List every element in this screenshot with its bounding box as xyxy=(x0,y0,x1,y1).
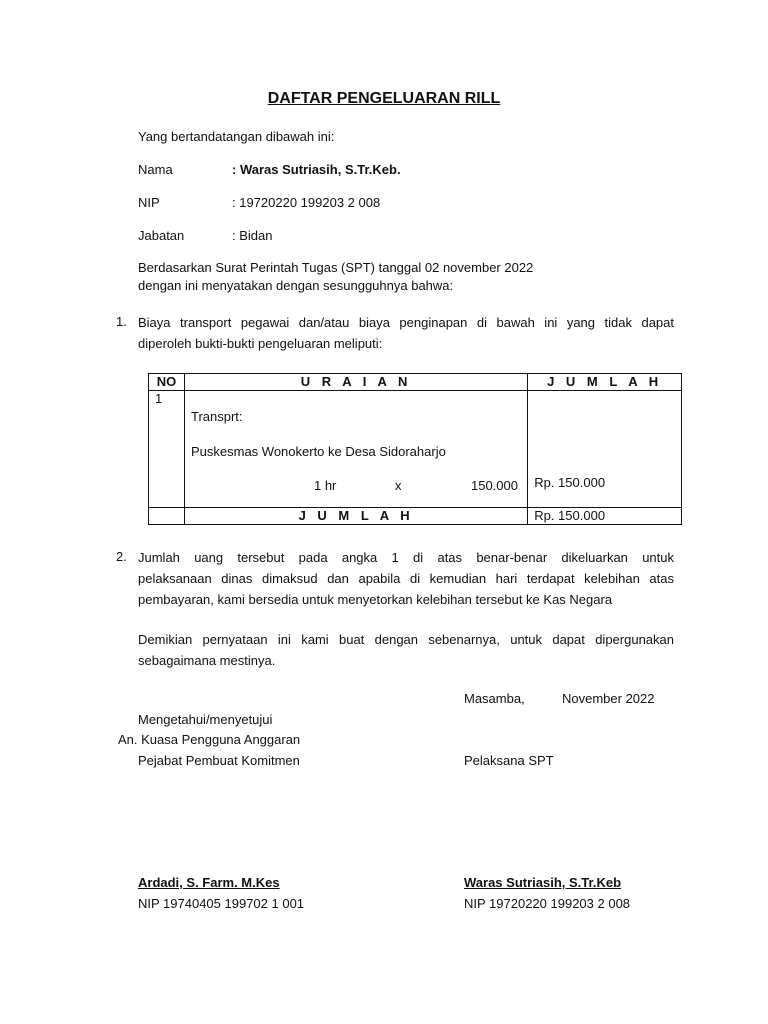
row-no: 1 xyxy=(149,391,185,508)
header-uraian: U R A I A N xyxy=(184,374,527,391)
left-sign-line-2: An. Kuasa Pengguna Anggaran xyxy=(118,732,301,747)
row-uraian-cell xyxy=(184,391,527,508)
right-sign-role: Pelaksana SPT xyxy=(464,753,554,768)
left-signer-name: Ardadi, S. Farm. M.Kes xyxy=(138,875,280,890)
right-signer-nip: NIP 19720220 199203 2 008 xyxy=(464,896,631,911)
right-signer-name: Waras Sutriasih, S.Tr.Keb xyxy=(464,875,622,890)
item-2-number: 2. xyxy=(116,549,127,564)
header-no: NO xyxy=(149,374,185,391)
item-2-paragraph xyxy=(138,547,674,610)
item-1-number: 1. xyxy=(116,314,127,329)
row-qty: 1 hr xyxy=(313,478,337,493)
row-heading: Transprt: xyxy=(190,409,243,424)
place-text: Masamba, xyxy=(464,691,525,706)
nama-value: : Waras Sutriasih, S.Tr.Keb. xyxy=(232,162,401,177)
row-route: Puskesmas Wonokerto ke Desa Sidoraharjo xyxy=(190,444,446,459)
item-2-line-1: Jumlah uang tersebut pada angka 1 di atas benar-benar dikeluarkan untuk xyxy=(138,550,674,565)
total-no-empty xyxy=(149,508,185,525)
intro-text: Yang bertandatangan dibawah ini: xyxy=(138,129,335,144)
jabatan-label: Jabatan xyxy=(138,228,185,243)
item-1-paragraph xyxy=(138,312,674,354)
closing-line-1: Demikian pernyataan ini kami buat dengan sebenarnya, untuk dapat dipergunakan xyxy=(138,632,674,647)
item-1-line-1: Biaya transport pegawai dan/atau biaya penginapan di bawah ini yang tidak dapat xyxy=(138,315,674,330)
total-label: J U M L A H xyxy=(184,508,527,525)
expense-table xyxy=(148,373,682,525)
left-signer-nip: NIP 19740405 199702 1 001 xyxy=(138,896,305,911)
table-header-row xyxy=(149,374,682,391)
document-title: DAFTAR PENGELUARAN RILL xyxy=(267,90,501,107)
row-amount-cell xyxy=(528,391,682,508)
closing-paragraph xyxy=(138,629,674,671)
nip-value: : 19720220 199203 2 008 xyxy=(232,195,381,210)
table-total-row xyxy=(149,508,682,525)
table-row xyxy=(149,391,682,508)
item-1-line-2: diperoleh bukti-bukti pengeluaran meliputi: xyxy=(138,336,383,351)
total-amount: Rp. 150.000 xyxy=(528,508,682,525)
nama-label: Nama xyxy=(138,162,173,177)
left-sign-line-1: Mengetahui/menyetujui xyxy=(138,712,273,727)
jabatan-value: : Bidan xyxy=(232,228,273,243)
item-2-line-2: pelaksanaan dinas dimaksud dan apabila di kemudian hari terdapat kelebihan atas xyxy=(138,571,674,586)
row-times: x xyxy=(394,478,402,493)
item-2-line-3: pembayaran, kami bersedia untuk menyetorkan kelebihan tersebut ke Kas Negara xyxy=(138,592,613,607)
row-price: 150.000 xyxy=(470,478,518,493)
left-sign-line-3: Pejabat Pembuat Komitmen xyxy=(138,753,300,768)
header-jumlah: J U M L A H xyxy=(528,374,682,391)
closing-line-2: sebagaimana mestinya. xyxy=(138,653,276,668)
basis-line-1: Berdasarkan Surat Perintah Tugas (SPT) tanggal 02 november 2022 xyxy=(138,260,534,275)
basis-line-2: dengan ini menyatakan dengan sesungguhnya bahwa: xyxy=(138,278,454,293)
row-amount: Rp. 150.000 xyxy=(534,475,606,490)
date-text: November 2022 xyxy=(562,691,655,706)
nip-label: NIP xyxy=(138,195,160,210)
